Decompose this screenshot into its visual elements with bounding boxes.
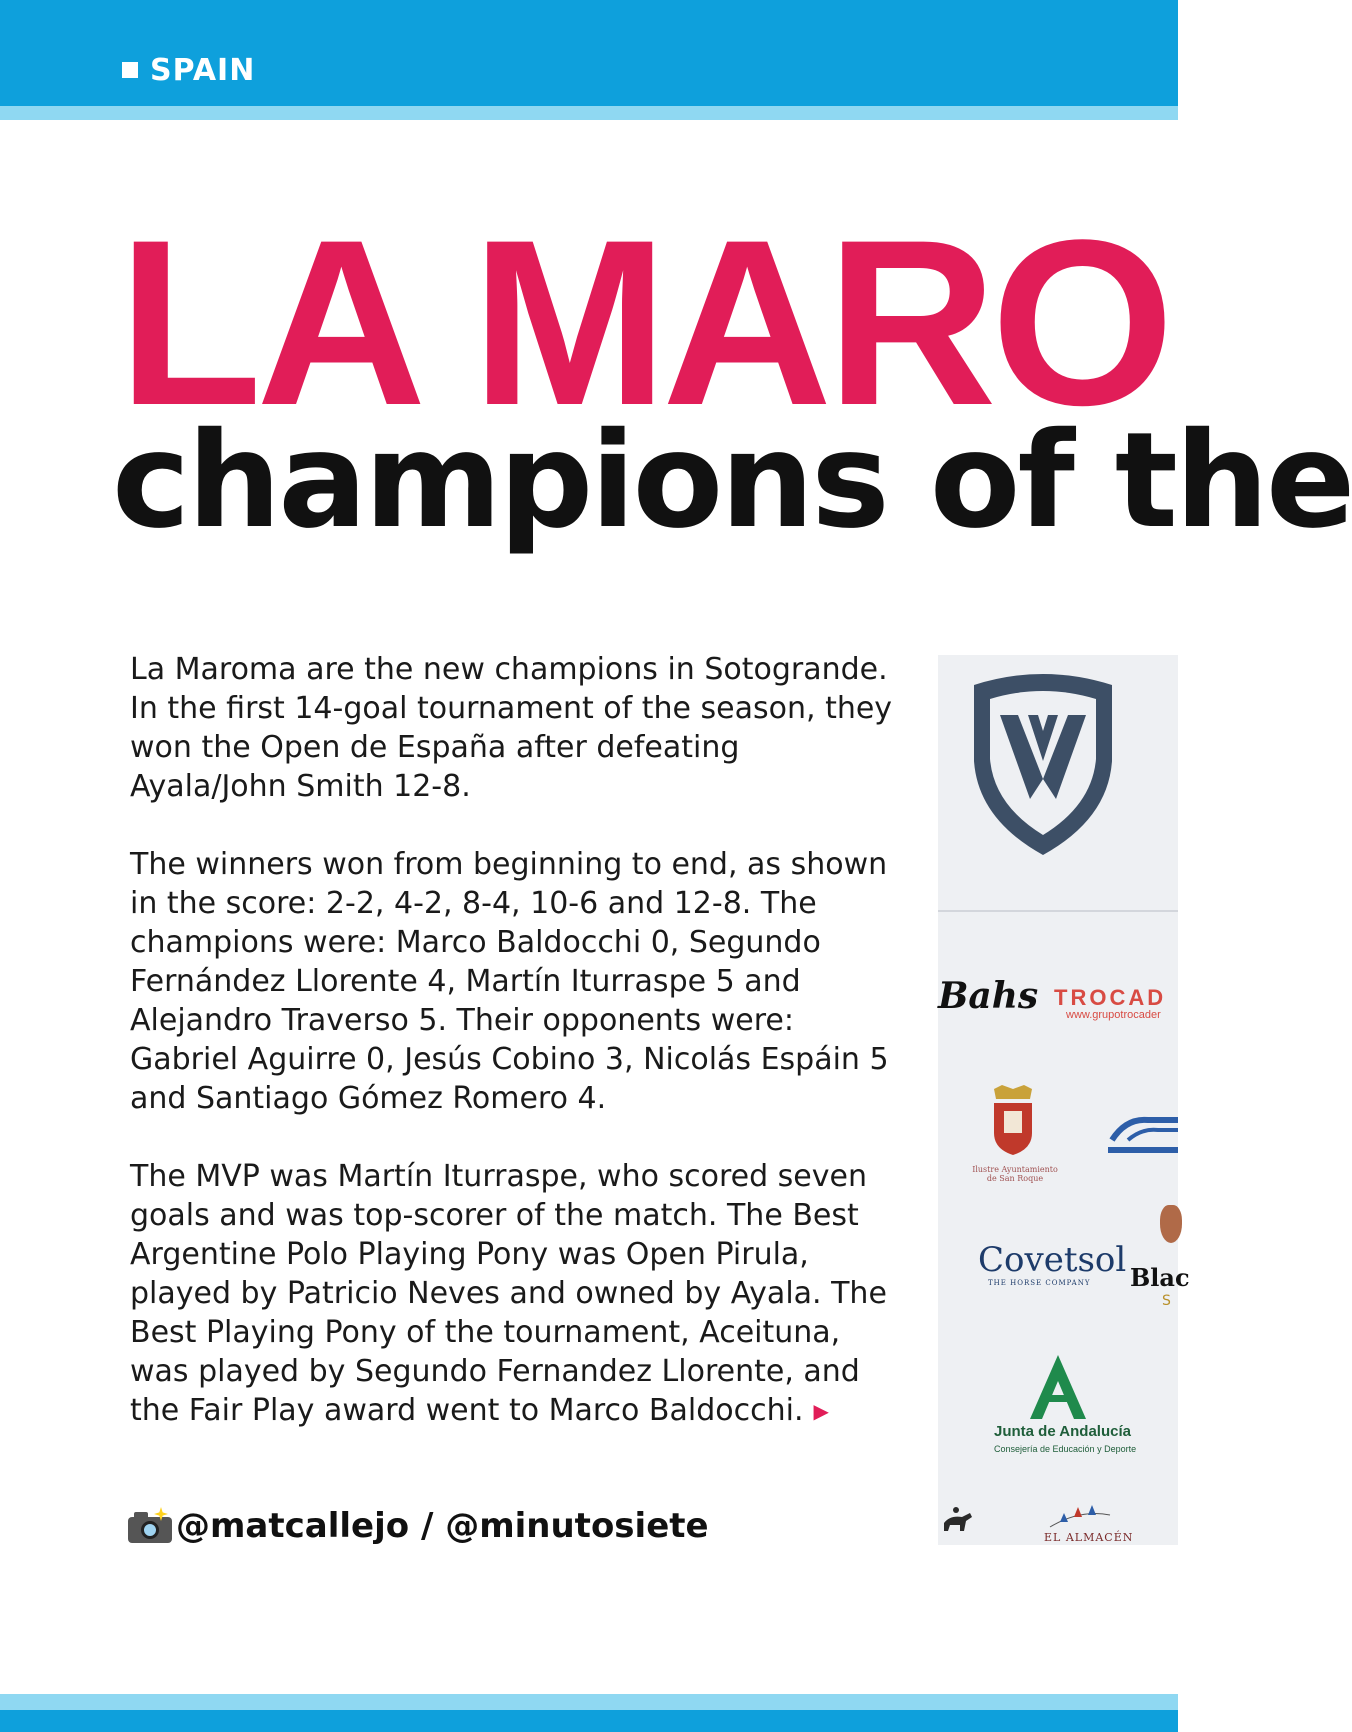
top-light-stripe	[0, 106, 1178, 120]
article-body	[130, 650, 900, 1470]
backdrop-divider	[938, 910, 1178, 912]
sponsor-junta-name: Junta de Andalucía	[994, 1423, 1131, 1440]
sponsor-crest-caption: Ilustre Ayuntamiento de San Roque	[972, 1165, 1058, 1183]
end-of-article-icon: ▶	[813, 1399, 829, 1423]
section-label: SPAIN	[150, 52, 256, 88]
sponsor-almacen: EL ALMACÉN	[1044, 1531, 1134, 1544]
sponsor-backdrop-photo	[938, 655, 1190, 1545]
bottom-color-band	[0, 1710, 1178, 1732]
section-square-icon	[122, 62, 138, 78]
junta-andalucia-logo-icon	[1028, 1355, 1088, 1419]
headline-subtitle: champions of the	[112, 404, 1352, 558]
sponsor-trocadero: TROCAD	[1054, 985, 1167, 1010]
wave-logo-icon	[1108, 1110, 1178, 1160]
camera-flash-icon	[128, 1509, 172, 1543]
headline-title: LA MARO	[118, 191, 1169, 455]
section-tag	[122, 52, 255, 88]
sponsor-black: Blac	[1130, 1263, 1190, 1292]
shield-logo-icon	[968, 669, 1118, 859]
san-roque-crest-icon	[988, 1085, 1038, 1155]
sponsor-bahs: Bahs	[938, 975, 1039, 1017]
sponsor-trocadero-url: www.grupotrocader	[1066, 1009, 1161, 1021]
article-paragraph-3: The MVP was Martín Iturraspe, who scored seven goals and was top-scorer of the match. The Best Argentine Polo Playing Pony was Open Pirula, played by Patricio Neves and owned by Ayala. The Best Playing Pony of the tournament, Aceituna, was played by Segundo Fernandez Llorente, and the Fair Play award went to Marco Baldocchi. ▶	[130, 1159, 887, 1428]
photo-credit-handles[interactable]: @matcallejo / @minutosiete	[176, 1506, 709, 1546]
bottom-light-stripe	[0, 1694, 1178, 1710]
pennant-flags-icon	[1050, 1503, 1110, 1529]
polo-rider-icon	[940, 1505, 976, 1533]
article-paragraph-2: The winners won from beginning to end, as shown in the score: 2-2, 4-2, 8-4, 10-6 and 12-8. The champions were: Marco Baldocchi 0, Segundo Fernández Llorente 4, Martín Iturraspe 5 and Alejandro Traverso 5. Their opponents were: Gabriel Aguirre 0, Jesús Cobino 3, Nicolás Espáin 5 and Santiago Gómez Romero 4.	[130, 847, 889, 1116]
sponsor-black-sub: S	[1162, 1293, 1171, 1309]
article-paragraph-1: La Maroma are the new champions in Sotogrande. In the first 14-goal tournament of the season, they won the Open de España after defeating Ayala/John Smith 12-8.	[130, 652, 893, 804]
sponsor-covetsol-sub: THE HORSE COMPANY	[988, 1279, 1091, 1287]
sponsor-junta-dept: Consejería de Educación y Deporte	[994, 1444, 1137, 1454]
photo-credit	[128, 1504, 709, 1548]
partial-logo-mark	[1160, 1205, 1182, 1243]
sponsor-covetsol: Covetsol	[978, 1240, 1127, 1280]
